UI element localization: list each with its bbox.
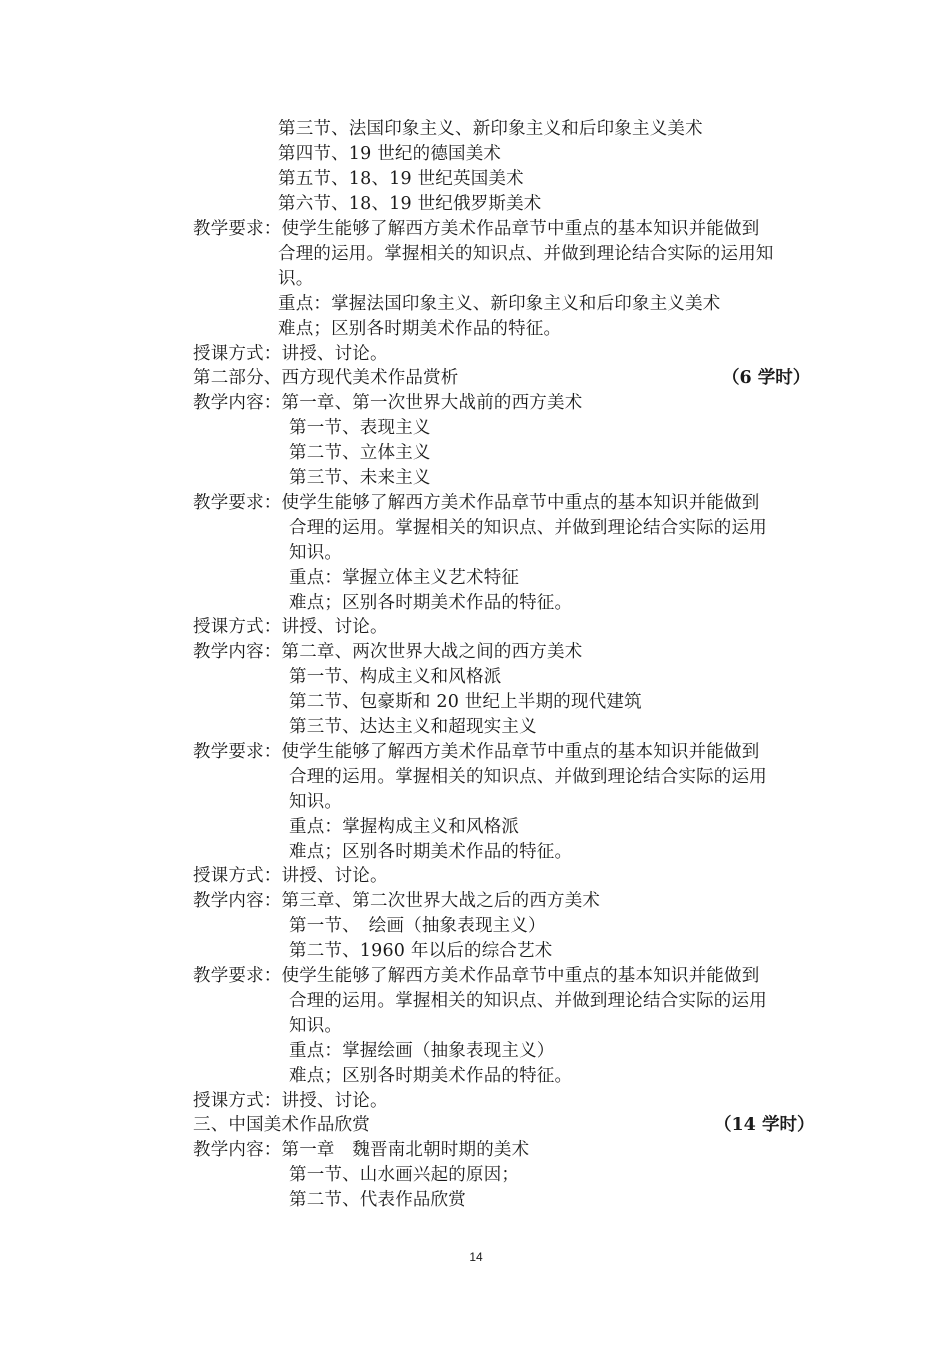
text-line: 教学内容：第一章、第一次世界大战前的西方美术 <box>193 393 583 413</box>
text-line: 重点：掌握法国印象主义、新印象主义和后印象主义美术 <box>278 294 721 314</box>
text-line: 教学要求：使学生能够了解西方美术作品章节中重点的基本知识并能做到 <box>193 219 760 239</box>
text-line: 第二节、立体主义 <box>289 443 431 463</box>
section-hours: （14 学时） <box>714 1115 815 1135</box>
text-line: 合理的运用。掌握相关的知识点、并做到理论结合实际的运用知 <box>278 244 774 264</box>
page-number: 14 <box>469 1250 483 1264</box>
text-line: 第二节、包豪斯和 20 世纪上半期的现代建筑 <box>289 692 642 712</box>
text-line: 知识。 <box>289 792 343 812</box>
text-line: 合理的运用。掌握相关的知识点、并做到理论结合实际的运用 <box>289 518 767 538</box>
text-line: 第二节、1960 年以后的综合艺术 <box>289 941 553 961</box>
text-line: 知识。 <box>289 1016 343 1036</box>
text-line: 教学要求：使学生能够了解西方美术作品章节中重点的基本知识并能做到 <box>193 742 760 762</box>
text-line: 第一节、 绘画（抽象表现主义） <box>289 916 546 936</box>
text-line: 合理的运用。掌握相关的知识点、并做到理论结合实际的运用 <box>289 991 767 1011</box>
text-line: 教学要求：使学生能够了解西方美术作品章节中重点的基本知识并能做到 <box>193 493 760 513</box>
text-line: 第二节、代表作品欣赏 <box>289 1190 466 1210</box>
text-line: 重点：掌握立体主义艺术特征 <box>289 568 520 588</box>
text-line: 第六节、18、19 世纪俄罗斯美术 <box>278 194 542 214</box>
text-line: 教学内容：第一章 魏晋南北朝时期的美术 <box>193 1140 530 1160</box>
section-heading: 三、中国美术作品欣赏 <box>193 1115 370 1135</box>
text-line: 难点；区别各时期美术作品的特征。 <box>289 593 573 613</box>
text-line: 授课方式：讲授、讨论。 <box>193 344 388 364</box>
text-line: 难点；区别各时期美术作品的特征。 <box>289 1066 573 1086</box>
text-line: 教学要求：使学生能够了解西方美术作品章节中重点的基本知识并能做到 <box>193 966 760 986</box>
text-line: 重点：掌握构成主义和风格派 <box>289 817 520 837</box>
text-line: 第一节、表现主义 <box>289 418 431 438</box>
text-line: 第三节、法国印象主义、新印象主义和后印象主义美术 <box>278 119 703 139</box>
text-line: 第一节、构成主义和风格派 <box>289 667 502 687</box>
text-line: 识。 <box>278 269 314 289</box>
text-line: 第四节、19 世纪的德国美术 <box>278 144 502 164</box>
text-line: 第三节、达达主义和超现实主义 <box>289 717 537 737</box>
text-line: 知识。 <box>289 543 343 563</box>
text-line: 授课方式：讲授、讨论。 <box>193 866 388 886</box>
text-line: 合理的运用。掌握相关的知识点、并做到理论结合实际的运用 <box>289 767 767 787</box>
text-line: 重点：掌握绘画（抽象表现主义） <box>289 1041 555 1061</box>
section-heading: 第二部分、西方现代美术作品赏析 <box>193 368 459 388</box>
text-line: 第一节、山水画兴起的原因； <box>289 1165 520 1185</box>
section-hours: （6 学时） <box>722 368 811 388</box>
text-line: 难点；区别各时期美术作品的特征。 <box>289 842 573 862</box>
text-line: 教学内容：第二章、两次世界大战之间的西方美术 <box>193 642 583 662</box>
text-line: 难点；区别各时期美术作品的特征。 <box>278 319 562 339</box>
text-line: 授课方式：讲授、讨论。 <box>193 617 388 637</box>
text-line: 授课方式：讲授、讨论。 <box>193 1091 388 1111</box>
text-line: 教学内容：第三章、第二次世界大战之后的西方美术 <box>193 891 601 911</box>
text-line: 第三节、未来主义 <box>289 468 431 488</box>
text-line: 第五节、18、19 世纪英国美术 <box>278 169 524 189</box>
